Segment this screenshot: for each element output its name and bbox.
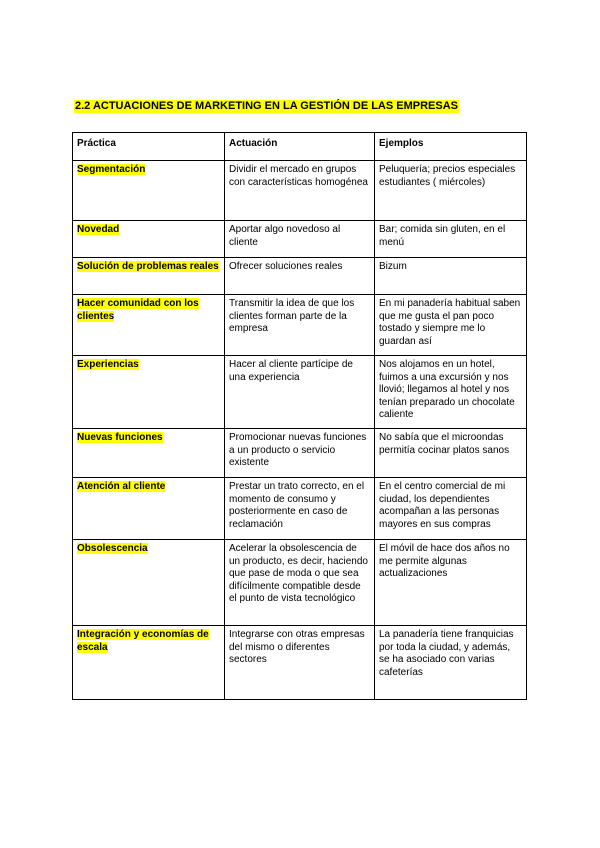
table-header-row [73,133,527,161]
actuacion-cell: Dividir el mercado en grupos con características homogénea [225,161,375,221]
ejemplo-cell: La panadería tiene franquicias por toda la ciudad, y además, se ha asociado con varias cafeterías [375,626,527,700]
table-row [73,356,527,429]
table-row [73,295,527,356]
practica-cell [73,429,225,478]
marketing-actions-table [72,132,527,700]
ejemplo-cell: El móvil de hace dos años no me permite algunas actualizaciones [375,540,527,626]
table-row [73,478,527,540]
actuacion-cell: Hacer al cliente partícipe de una experiencia [225,356,375,429]
actuacion-cell: Prestar un trato correcto, en el momento de consumo y posteriormente en caso de reclamación [225,478,375,540]
actuacion-cell: Integrarse con otras empresas del mismo o diferentes sectores [225,626,375,700]
ejemplo-cell: Bizum [375,258,527,295]
actuacion-cell: Promocionar nuevas funciones a un producto o servicio existente [225,429,375,478]
ejemplo-cell: Peluquería; precios especiales estudiantes ( miércoles) [375,161,527,221]
practica-label: Nuevas funciones [77,432,163,443]
ejemplo-cell: En mi panadería habitual saben que me gusta el pan poco tostado y siempre me lo guardan así [375,295,527,356]
practica-cell [73,295,225,356]
practica-label: Experiencias [77,359,139,370]
practica-label: Hacer comunidad con los clientes [77,298,199,322]
table-row [73,626,527,700]
ejemplo-cell: No sabía que el microondas permitía cocinar platos sanos [375,429,527,478]
table-row [73,540,527,626]
practica-cell [73,478,225,540]
actuacion-cell: Transmitir la idea de que los clientes forman parte de la empresa [225,295,375,356]
practica-label: Segmentación [77,164,146,175]
practica-cell [73,356,225,429]
practica-cell [73,221,225,258]
page-title: 2.2 ACTUACIONES DE MARKETING EN LA GESTIÓN DE LAS EMPRESAS [75,100,459,112]
table-row [73,161,527,221]
ejemplo-cell: Bar; comida sin gluten, en el menú [375,221,527,258]
practica-label: Novedad [77,224,120,235]
table-row [73,429,527,478]
table-row [73,258,527,295]
header-actuacion: Actuación [225,133,375,161]
ejemplo-cell: Nos alojamos en un hotel, fuimos a una excursión y nos llovió; llegamos al hotel y nos tenían preparado un chocolate caliente [375,356,527,429]
table-row [73,221,527,258]
practica-cell [73,258,225,295]
header-practica: Práctica [73,133,225,161]
header-ejemplos: Ejemplos [375,133,527,161]
actuacion-cell: Ofrecer soluciones reales [225,258,375,295]
practica-cell [73,540,225,626]
practica-label: Integración y economías de escala [77,629,209,653]
practica-label: Solución de problemas reales [77,261,219,272]
practica-label: Obsolescencia [77,543,148,554]
practica-cell [73,626,225,700]
practica-cell [73,161,225,221]
actuacion-cell: Acelerar la obsolescencia de un producto, es decir, haciendo que pase de moda o que sea difícilmente compatible desde el punto de vista tecnológico [225,540,375,626]
actuacion-cell: Aportar algo novedoso al cliente [225,221,375,258]
practica-label: Atención al cliente [77,481,166,492]
ejemplo-cell: En el centro comercial de mi ciudad, los dependientes acompañan a las personas mayores en sus compras [375,478,527,540]
